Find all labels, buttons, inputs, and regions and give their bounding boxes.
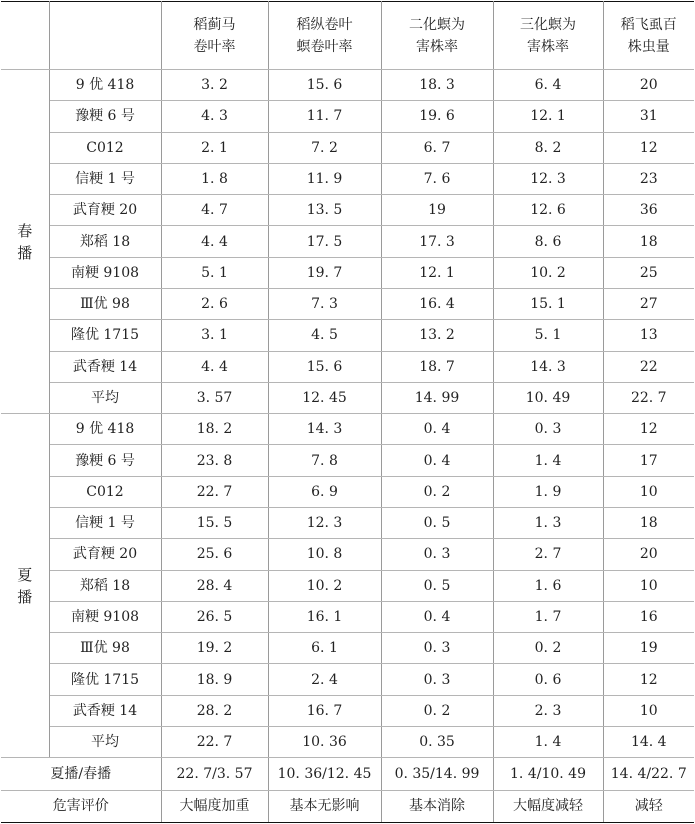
value-cell: 3. 1 (161, 320, 268, 351)
variety-cell: 武育粳 20 (49, 539, 161, 570)
variety-cell: 平均 (49, 727, 161, 758)
value-cell: 18. 3 (381, 70, 493, 101)
value-cell: 8. 2 (493, 132, 603, 163)
value-cell: 18. 9 (161, 664, 268, 695)
value-cell: 25. 6 (161, 539, 268, 570)
value-cell: 19. 2 (161, 633, 268, 664)
value-cell: 0. 4 (381, 414, 493, 445)
value-cell: 12. 1 (493, 101, 603, 132)
value-cell: 19 (603, 633, 694, 664)
header-planthopper-count: 稻飞虱百 株虫量 (603, 2, 694, 70)
value-cell: 18. 7 (381, 351, 493, 382)
value-cell: 10 (603, 570, 694, 601)
value-cell: 0. 4 (381, 445, 493, 476)
value-cell: 10 (603, 476, 694, 507)
value-cell: 18. 2 (161, 414, 268, 445)
table-row (1, 320, 694, 351)
header-blank-1 (1, 2, 49, 70)
variety-cell: 信粳 1 号 (49, 163, 161, 194)
table-row (1, 633, 694, 664)
value-cell: 15. 6 (268, 351, 381, 382)
value-cell: 4. 4 (161, 351, 268, 382)
value-cell: 12 (603, 132, 694, 163)
variety-cell: 武香粳 14 (49, 351, 161, 382)
value-cell: 1. 4 (493, 727, 603, 758)
value-cell: 12. 1 (381, 257, 493, 288)
value-cell: 14. 4 (603, 727, 694, 758)
ratio-row (1, 758, 694, 790)
evaluation-value: 减轻 (603, 790, 694, 822)
value-cell: 10. 2 (268, 570, 381, 601)
value-cell: 3. 57 (161, 382, 268, 413)
spring-average-row (1, 382, 694, 413)
value-cell: 4. 4 (161, 226, 268, 257)
table-row (1, 445, 694, 476)
variety-cell: Ⅲ优 98 (49, 633, 161, 664)
value-cell: 10. 49 (493, 382, 603, 413)
evaluation-value: 大幅度减轻 (493, 790, 603, 822)
spring-season-label: 春 播 (1, 70, 49, 414)
value-cell: 23 (603, 163, 694, 194)
ratio-value: 10. 36/12. 45 (268, 758, 381, 790)
value-cell: 0. 3 (381, 633, 493, 664)
table-row (1, 288, 694, 319)
table-row (1, 570, 694, 601)
variety-cell: 9 优 418 (49, 70, 161, 101)
evaluation-value: 基本消除 (381, 790, 493, 822)
ratio-value: 0. 35/14. 99 (381, 758, 493, 790)
table-row (1, 70, 694, 101)
value-cell: 28. 4 (161, 570, 268, 601)
value-cell: 1. 7 (493, 601, 603, 632)
variety-cell: 隆优 1715 (49, 320, 161, 351)
ratio-value: 1. 4/10. 49 (493, 758, 603, 790)
value-cell: 0. 3 (381, 664, 493, 695)
value-cell: 27 (603, 288, 694, 319)
value-cell: 8. 6 (493, 226, 603, 257)
value-cell: 10 (603, 695, 694, 726)
value-cell: 2. 1 (161, 132, 268, 163)
value-cell: 3. 2 (161, 70, 268, 101)
ratio-value: 14. 4/22. 7 (603, 758, 694, 790)
header-yellow-borer-rate: 三化螟为 害株率 (493, 2, 603, 70)
value-cell: 13. 5 (268, 195, 381, 226)
value-cell: 28. 2 (161, 695, 268, 726)
value-cell: 0. 4 (381, 601, 493, 632)
value-cell: 7. 3 (268, 288, 381, 319)
evaluation-value: 基本无影响 (268, 790, 381, 822)
ratio-value: 22. 7/3. 57 (161, 758, 268, 790)
table-row (1, 351, 694, 382)
value-cell: 13 (603, 320, 694, 351)
variety-cell: 隆优 1715 (49, 664, 161, 695)
value-cell: 0. 2 (381, 695, 493, 726)
variety-cell: 豫粳 6 号 (49, 101, 161, 132)
value-cell: 22 (603, 351, 694, 382)
summer-season-label: 夏 播 (1, 414, 49, 758)
value-cell: 15. 6 (268, 70, 381, 101)
table-row (1, 226, 694, 257)
value-cell: 12 (603, 414, 694, 445)
value-cell: 10. 8 (268, 539, 381, 570)
summary-section (1, 758, 694, 823)
value-cell: 20 (603, 70, 694, 101)
value-cell: 5. 1 (161, 257, 268, 288)
variety-cell: C012 (49, 132, 161, 163)
value-cell: 12. 3 (493, 163, 603, 194)
summer-average-row (1, 727, 694, 758)
value-cell: 12 (603, 664, 694, 695)
variety-cell: Ⅲ优 98 (49, 288, 161, 319)
header-blank-2 (49, 2, 161, 70)
value-cell: 18 (603, 226, 694, 257)
value-cell: 12. 3 (268, 508, 381, 539)
value-cell: 6. 4 (493, 70, 603, 101)
variety-cell: 南粳 9108 (49, 257, 161, 288)
value-cell: 4. 5 (268, 320, 381, 351)
value-cell: 0. 3 (381, 539, 493, 570)
value-cell: 2. 3 (493, 695, 603, 726)
value-cell: 11. 7 (268, 101, 381, 132)
table-row (1, 195, 694, 226)
evaluation-value: 大幅度加重 (161, 790, 268, 822)
value-cell: 0. 5 (381, 508, 493, 539)
value-cell: 0. 3 (493, 414, 603, 445)
value-cell: 19 (381, 195, 493, 226)
value-cell: 0. 35 (381, 727, 493, 758)
table-row (1, 601, 694, 632)
value-cell: 16. 4 (381, 288, 493, 319)
value-cell: 36 (603, 195, 694, 226)
table-row (1, 163, 694, 194)
variety-cell: 武香粳 14 (49, 695, 161, 726)
evaluation-label: 危害评价 (1, 790, 161, 822)
ratio-label: 夏播/春播 (1, 758, 161, 790)
table-row (1, 539, 694, 570)
value-cell: 14. 3 (493, 351, 603, 382)
value-cell: 2. 4 (268, 664, 381, 695)
variety-cell: C012 (49, 476, 161, 507)
header-row (1, 2, 694, 70)
value-cell: 31 (603, 101, 694, 132)
value-cell: 0. 5 (381, 570, 493, 601)
table-row (1, 414, 694, 445)
evaluation-row (1, 790, 694, 822)
value-cell: 1. 6 (493, 570, 603, 601)
value-cell: 4. 7 (161, 195, 268, 226)
table-row (1, 101, 694, 132)
value-cell: 18 (603, 508, 694, 539)
table-row (1, 257, 694, 288)
value-cell: 10. 2 (493, 257, 603, 288)
variety-cell: 南粳 9108 (49, 601, 161, 632)
value-cell: 19. 6 (381, 101, 493, 132)
value-cell: 20 (603, 539, 694, 570)
value-cell: 1. 9 (493, 476, 603, 507)
value-cell: 19. 7 (268, 257, 381, 288)
pest-damage-table (1, 1, 694, 823)
value-cell: 0. 2 (493, 633, 603, 664)
value-cell: 15. 1 (493, 288, 603, 319)
variety-cell: 9 优 418 (49, 414, 161, 445)
value-cell: 7. 8 (268, 445, 381, 476)
value-cell: 26. 5 (161, 601, 268, 632)
value-cell: 16. 1 (268, 601, 381, 632)
value-cell: 17 (603, 445, 694, 476)
value-cell: 14. 3 (268, 414, 381, 445)
value-cell: 11. 9 (268, 163, 381, 194)
variety-cell: 平均 (49, 382, 161, 413)
value-cell: 2. 6 (161, 288, 268, 319)
value-cell: 5. 1 (493, 320, 603, 351)
value-cell: 1. 3 (493, 508, 603, 539)
value-cell: 12. 6 (493, 195, 603, 226)
table-row (1, 664, 694, 695)
value-cell: 23. 8 (161, 445, 268, 476)
spring-section (1, 70, 694, 414)
header-striped-borer-rate: 二化螟为 害株率 (381, 2, 493, 70)
value-cell: 0. 6 (493, 664, 603, 695)
value-cell: 15. 5 (161, 508, 268, 539)
value-cell: 16. 7 (268, 695, 381, 726)
table-row (1, 508, 694, 539)
value-cell: 7. 6 (381, 163, 493, 194)
value-cell: 6. 7 (381, 132, 493, 163)
variety-cell: 豫粳 6 号 (49, 445, 161, 476)
variety-cell: 郑稻 18 (49, 226, 161, 257)
header-thrips-leaf-roll-rate: 稻蓟马 卷叶率 (161, 2, 268, 70)
variety-cell: 武育粳 20 (49, 195, 161, 226)
value-cell: 22. 7 (603, 382, 694, 413)
table-row (1, 476, 694, 507)
value-cell: 13. 2 (381, 320, 493, 351)
value-cell: 6. 1 (268, 633, 381, 664)
value-cell: 6. 9 (268, 476, 381, 507)
table-row (1, 695, 694, 726)
value-cell: 14. 99 (381, 382, 493, 413)
value-cell: 16 (603, 601, 694, 632)
value-cell: 1. 4 (493, 445, 603, 476)
value-cell: 10. 36 (268, 727, 381, 758)
value-cell: 7. 2 (268, 132, 381, 163)
variety-cell: 信粳 1 号 (49, 508, 161, 539)
variety-cell: 郑稻 18 (49, 570, 161, 601)
value-cell: 22. 7 (161, 476, 268, 507)
header-leaf-roller-rate: 稻纵卷叶 螟卷叶率 (268, 2, 381, 70)
value-cell: 2. 7 (493, 539, 603, 570)
value-cell: 22. 7 (161, 727, 268, 758)
value-cell: 17. 5 (268, 226, 381, 257)
table-row (1, 132, 694, 163)
summer-section (1, 414, 694, 758)
value-cell: 0. 2 (381, 476, 493, 507)
value-cell: 25 (603, 257, 694, 288)
value-cell: 17. 3 (381, 226, 493, 257)
value-cell: 12. 45 (268, 382, 381, 413)
value-cell: 1. 8 (161, 163, 268, 194)
value-cell: 4. 3 (161, 101, 268, 132)
